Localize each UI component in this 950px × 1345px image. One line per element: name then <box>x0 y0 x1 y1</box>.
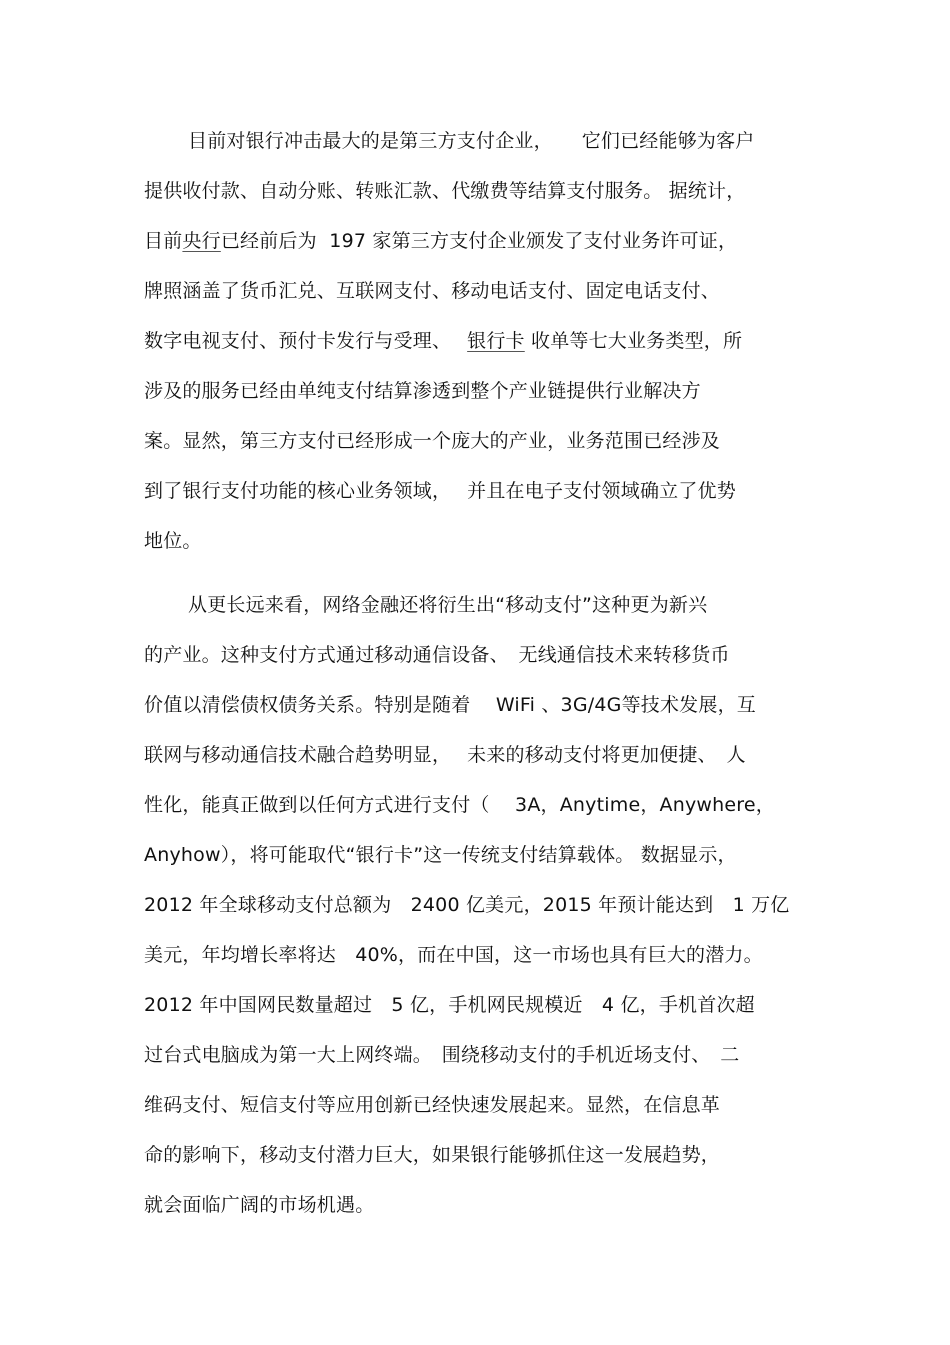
paragraph-2-line-9: 2012 年中国网民数量超过 5 亿，手机网民规模近 4 亿，手机首次超 <box>144 994 755 1016</box>
paragraph-1-line-6: 涉及的服务已经由单纯支付结算渗透到整个产业链提供行业解决方 <box>144 380 701 402</box>
paragraph-2-line-12: 命的影响下，移动支付潜力巨大，如果银行能够抓住这一发展趋势， <box>144 1144 721 1166</box>
paragraph-1-line-8: 到了银行支付功能的核心业务领域， 并且在电子支付领域确立了优势 <box>144 480 736 502</box>
paragraph-2-line-3: 价值以清偿债权债务关系。特别是随着 WiFi 、3G/4G等技术发展，互 <box>144 694 756 716</box>
paragraph-2-line-6: Anyhow），将可能取代“银行卡”这一传统支付结算载体。 数据显示， <box>144 844 737 866</box>
central-bank-link[interactable]: 央行 <box>182 230 221 252</box>
line-text: 目前 <box>144 230 183 252</box>
paragraph-1-line-1: 目前对银行冲击最大的是第三方支付企业， 它们已经能够为客户 <box>188 130 755 152</box>
paragraph-1-line-2: 提供收付款、自动分账、转账汇款、代缴费等结算支付服务。 据统计， <box>144 180 746 202</box>
paragraph-2-line-2: 的产业。这种支付方式通过移动通信设备、 无线通信技术来转移货币 <box>144 644 730 666</box>
paragraph-1-line-4: 牌照涵盖了货币汇兑、互联网支付、移动电话支付、固定电话支付、 <box>144 280 721 302</box>
paragraph-2-line-11: 维码支付、短信支付等应用创新已经快速发展起来。显然，在信息革 <box>144 1094 721 1116</box>
paragraph-2-line-5: 性化，能真正做到以任何方式进行支付（ 3A，Anytime，Anywhere， <box>144 794 775 816</box>
paragraph-2-line-8: 美元，年均增长率将达 40%，而在中国，这一市场也具有巨大的潜力。 <box>144 944 763 966</box>
paragraph-1-line-7: 案。显然，第三方支付已经形成一个庞大的产业，业务范围已经涉及 <box>144 430 721 452</box>
paragraph-1-line-5 <box>144 328 742 354</box>
line-text: 已经前后为 197 家第三方支付企业颁发了支付业务许可证， <box>220 230 738 252</box>
paragraph-2-line-4: 联网与移动通信技术融合趋势明显， 未来的移动支付将更加便捷、 人 <box>144 744 746 766</box>
paragraph-2-line-1: 从更长远来看，网络金融还将衍生出“移动支付”这种更为新兴 <box>188 594 708 616</box>
paragraph-1-line-3 <box>144 228 737 254</box>
paragraph-2-line-7: 2012 年全球移动支付总额为 2400 亿美元，2015 年预计能达到 1 万亿 <box>144 894 790 916</box>
paragraph-2-line-13: 就会面临广阔的市场机遇。 <box>144 1194 375 1216</box>
bank-card-link[interactable]: 银行卡 <box>467 330 525 352</box>
paragraph-1-line-9: 地位。 <box>144 530 202 552</box>
line-text: 数字电视支付、预付卡发行与受理、 <box>144 330 468 352</box>
line-text: 收单等七大业务类型，所 <box>524 330 743 352</box>
paragraph-2-line-10: 过台式电脑成为第一大上网终端。 围绕移动支付的手机近场支付、 二 <box>144 1044 740 1066</box>
